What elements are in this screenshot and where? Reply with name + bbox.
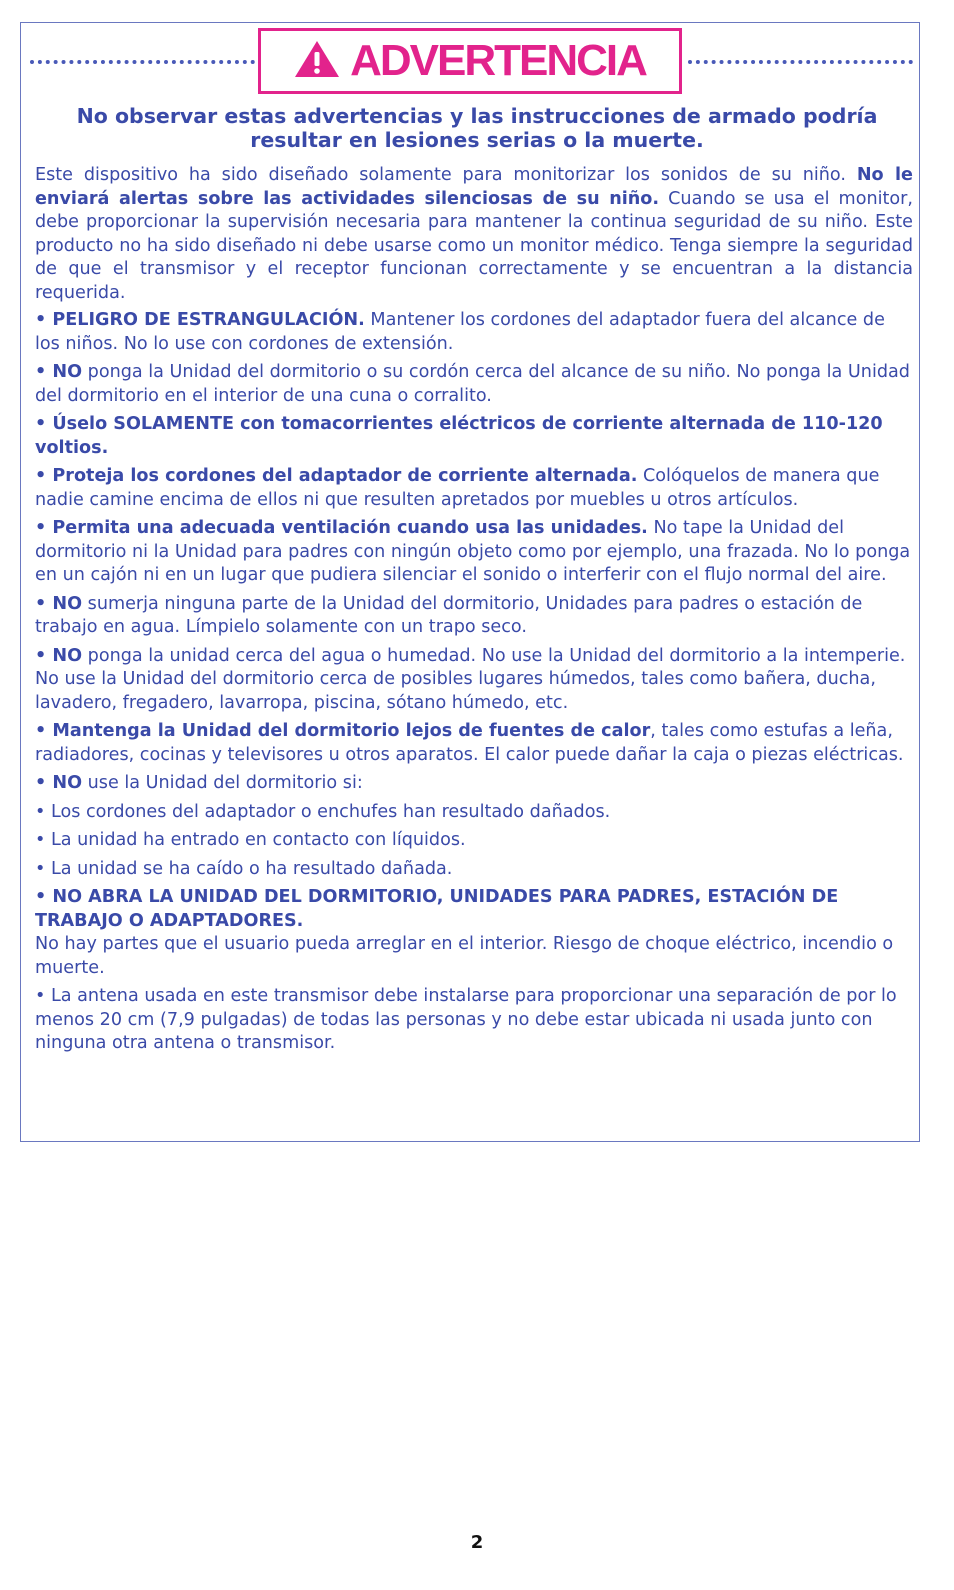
dotted-rule-right	[688, 60, 913, 64]
intro-bold: No le enviará alertas sobre las actividades silenciosas de su niño.	[35, 165, 913, 209]
list-item	[35, 517, 913, 588]
page-number: 2	[470, 1532, 484, 1553]
item-text: ponga la Unidad del dormitorio o su cordón cerca del alcance de su niño. No ponga la Unidad del dormitorio en el interior de una cuna o corralito.	[35, 362, 910, 406]
item-text: No hay partes que el usuario pueda arreglar en el interior. Riesgo de choque eléctrico, incendio o muerte.	[35, 934, 894, 978]
intro-text-1: Este dispositivo ha sido diseñado solamente para monitorizar los sonidos de su niño.	[35, 165, 857, 185]
item-bold: • NO	[35, 593, 83, 614]
item-text: ponga la unidad cerca del agua o humedad. No use la Unidad del dormitorio a la intemperie. No use la Unidad del dormitorio cerca de posibles lugares húmedos, tales como bañera, ducha, lavadero, fregadero, lavarropa, piscina, sótano húmedo, etc.	[35, 645, 906, 713]
list-item	[35, 858, 913, 882]
item-text: • Los cordones del adaptador o enchufes han resultado dañados.	[35, 801, 611, 822]
warning-triangle-icon	[294, 39, 340, 83]
item-bold: • Permita una adecuada ventilación cuando usa las unidades.	[35, 518, 648, 538]
list-item	[35, 801, 913, 825]
item-text: , tales como estufas a leña, radiadores, cocinas y televisores u otros aparatos. El calor puede dañar la caja o piezas eléctricas.	[35, 721, 904, 765]
item-bold: • NO	[35, 362, 83, 382]
item-bold: • PELIGRO DE ESTRANGULACIÓN.	[35, 310, 365, 330]
intro-text-2: Cuando se usa el monitor, debe proporcionar la supervisión necesaria para mantener la continua seguridad de su niño. Este producto no ha sido diseñado ni debe usarse como un monitor médico. Tenga siempre la seguridad de que el transmisor y el receptor funcionan correctamente y se encuentran a la distancia requerida.	[35, 188, 913, 303]
item-bold: • Proteja los cordones del adaptador de corriente alternada.	[35, 466, 638, 486]
dotted-rule-left	[30, 60, 255, 64]
list-item	[35, 829, 913, 853]
item-bold: • NO ABRA LA UNIDAD DEL DORMITORIO, UNIDADES PARA PADRES, ESTACIÓN DE TRABAJO O ADAPTADORES.	[35, 887, 839, 931]
list-item	[35, 772, 913, 796]
warning-content	[35, 164, 913, 1061]
item-bold: • Mantenga la Unidad del dormitorio lejos de fuentes de calor	[35, 721, 651, 741]
list-item	[35, 645, 913, 716]
list-item	[35, 985, 913, 1056]
item-text: Colóquelos de manera que nadie camine encima de ellos ni que resulten apretados por muebles u otros artículos.	[35, 466, 880, 510]
list-item	[35, 361, 913, 408]
list-item	[35, 413, 913, 460]
list-item	[35, 593, 913, 640]
item-text: • La unidad se ha caído o ha resultado dañada.	[35, 858, 453, 879]
list-item	[35, 720, 913, 767]
list-item	[35, 465, 913, 512]
item-text: No tape la Unidad del dormitorio ni la Unidad para padres con ningún objeto como por ejemplo, una frazada. No lo ponga en un cajón ni en un lugar que pudiera silenciar el sonido o interferir con el flujo normal del aire.	[35, 518, 911, 585]
intro-paragraph	[35, 164, 913, 305]
banner-title: ADVERTENCIA	[350, 36, 646, 85]
item-text: • La antena usada en este transmisor debe instalarse para proporcionar una separación de por lo menos 20 cm (7,9 pulgadas) de todas las personas y no debe estar ubicada ni usada junto con ninguna otra antena o transmisor.	[35, 986, 897, 1053]
list-item	[35, 309, 913, 356]
item-bold: • NO	[35, 773, 83, 793]
item-text: sumerja ninguna parte de la Unidad del dormitorio, Unidades para padres o estación de trabajo en agua. Límpielo solamente con un trapo seco.	[35, 593, 863, 637]
warning-banner	[258, 28, 682, 94]
item-text: • La unidad ha entrado en contacto con líquidos.	[35, 830, 466, 850]
headline: No observar estas advertencias y las instrucciones de armado podría resultar en lesiones serias o la muerte.	[76, 104, 878, 152]
item-bold: • NO	[35, 645, 83, 666]
item-text: Mantener los cordones del adaptador fuera del alcance de los niños. No lo use con cordones de extensión.	[35, 310, 885, 354]
item-bold: • Úselo SOLAMENTE con tomacorrientes eléctricos de corriente alternada de 110-120 voltios.	[35, 414, 883, 458]
list-item	[35, 886, 913, 933]
list-item	[35, 933, 913, 980]
item-text: use la Unidad del dormitorio si:	[82, 773, 363, 793]
